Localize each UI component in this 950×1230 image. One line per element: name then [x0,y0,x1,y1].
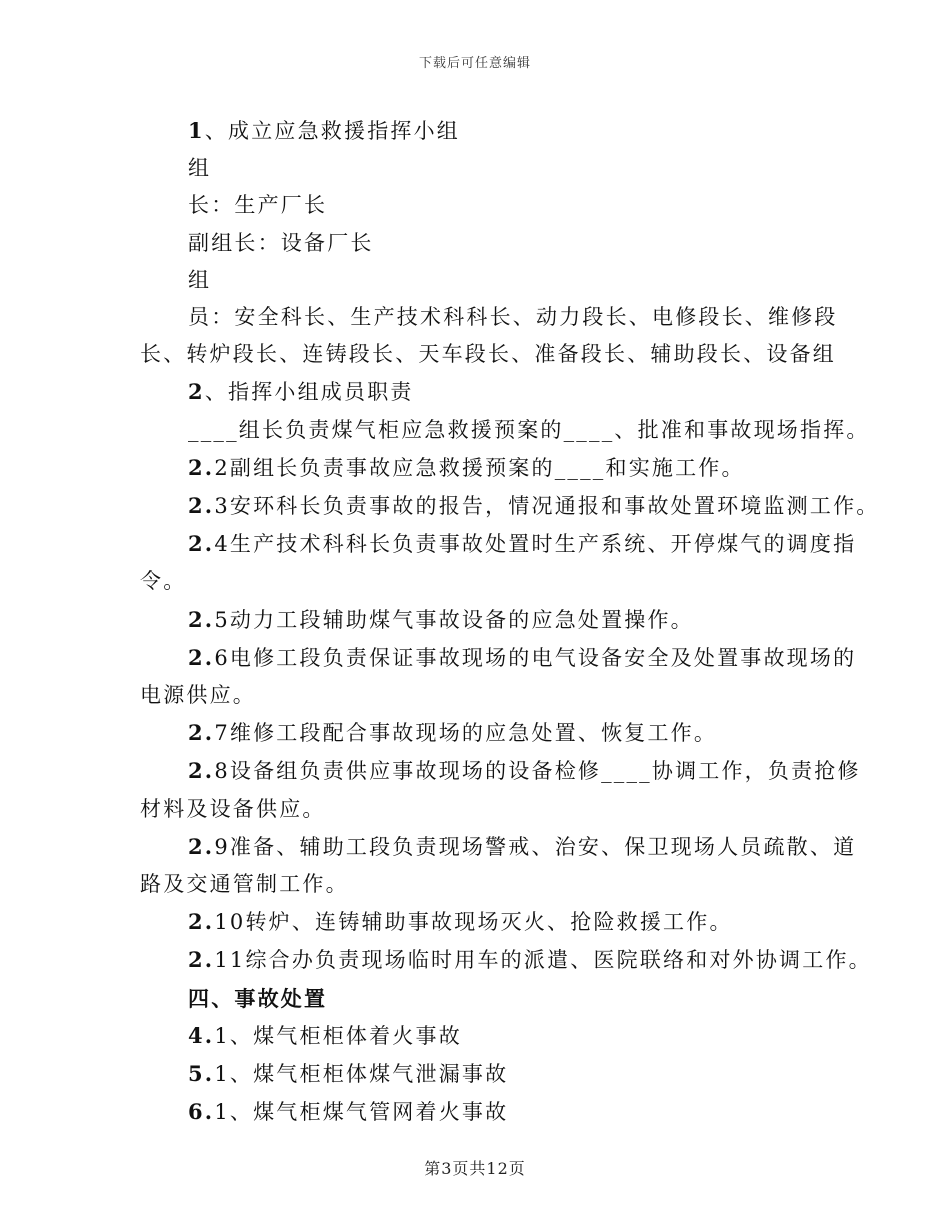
line-text: 路及交通管制工作。 [140,872,349,897]
line-text: 2副组长负责事故应急救援预案的____和实施工作。 [214,455,745,480]
line-text: 电源供应。 [140,683,256,708]
line-text: 9准备、辅助工段负责现场警戒、治安、保卫现场人员疏散、道 [214,834,857,859]
section-number: 2. [188,606,215,632]
document-line [140,980,820,1017]
section-number: 2. [188,454,215,480]
line-text: 3安环科长负责事故的报告，情况通报和事故处置环境监测工作。 [214,494,880,519]
page-footer: 第3页共12页 [424,1159,526,1178]
document-line [140,412,870,449]
document-line [140,563,820,600]
line-text: 材料及设备供应。 [140,796,326,821]
document-body [140,112,880,1131]
line-text: 1、煤气柜煤气管网着火事故 [214,1100,509,1125]
section-number: 1 [188,118,205,143]
document-line [140,299,838,336]
page-header: 下载后可任意编辑 [418,56,531,71]
line-text: 8设备组负责供应事故现场的设备检修____协调工作，负责抢修 [214,759,861,784]
section-number: 6. [188,1099,215,1125]
document-line [140,1017,820,1055]
section-number: 2. [188,833,215,859]
section-number: 2. [188,493,215,519]
document-line [140,941,872,979]
line-text: 员：安全科长、生产技术科科长、动力段长、电修段长、维修段 [188,305,838,330]
document-line [140,150,820,187]
document-line [140,601,820,639]
section-number: 2. [188,758,215,784]
section-number: 2. [188,531,215,557]
line-text: 6电修工段负责保证事故现场的电气设备安全及处置事故现场的 [214,645,857,670]
line-text: 、指挥小组成员职责 [204,380,414,405]
line-text: 长：生产厂长 [188,193,328,218]
line-text: 1、煤气柜柜体煤气泄漏事故 [214,1062,509,1087]
section-number: 2. [188,947,215,973]
line-text: 1、煤气柜柜体着火事故 [214,1023,462,1048]
document-line [140,1055,820,1093]
line-text: ____组长负责煤气柜应急救援预案的____、批准和事故现场指挥。 [188,417,870,442]
line-text: 、成立应急救援指挥小组 [204,119,461,143]
line-text: 副组长：设备厂长 [188,230,374,255]
document-line [140,791,820,828]
section-number: 2 [188,379,205,405]
document-line [140,112,820,150]
document-line [140,752,861,790]
line-text: 5动力工段辅助煤气事故设备的应急处置操作。 [214,607,694,632]
section-number: 5. [188,1061,215,1087]
line-text: 长、转炉段长、连铸段长、天车段长、准备段长、辅助段长、设备组 [140,342,836,367]
line-text: 四、事故处置 [188,985,328,1011]
line-text: 7维修工段配合事故现场的应急处置、恢复工作。 [214,721,718,746]
section-number: 2. [188,909,215,935]
document-line [140,903,820,941]
document-line [140,262,820,299]
line-text: 11综合办负责现场临时用车的派遣、医院联络和对外协调工作。 [214,948,872,973]
document-line [140,714,820,752]
document-line [140,336,836,373]
document-line [140,449,820,487]
line-text: 令。 [140,569,187,594]
document-line [140,639,857,677]
document-line [140,677,820,714]
document-line [140,373,820,411]
section-number: 4. [188,1022,215,1048]
document-line [140,1093,820,1131]
document-line [140,866,820,903]
line-text: 10转炉、连铸辅助事故现场灭火、抢险救援工作。 [214,910,733,935]
section-number: 2. [188,644,215,670]
line-text: 组 [188,267,212,292]
document-line [140,187,820,224]
line-text: 4生产技术科科长负责事故处置时生产系统、开停煤气的调度指 [214,532,857,557]
document-line [140,828,857,866]
line-text: 组 [188,156,212,181]
document-line [140,525,857,563]
document-line [140,487,880,525]
document-line [140,225,820,262]
section-number: 2. [188,720,215,746]
